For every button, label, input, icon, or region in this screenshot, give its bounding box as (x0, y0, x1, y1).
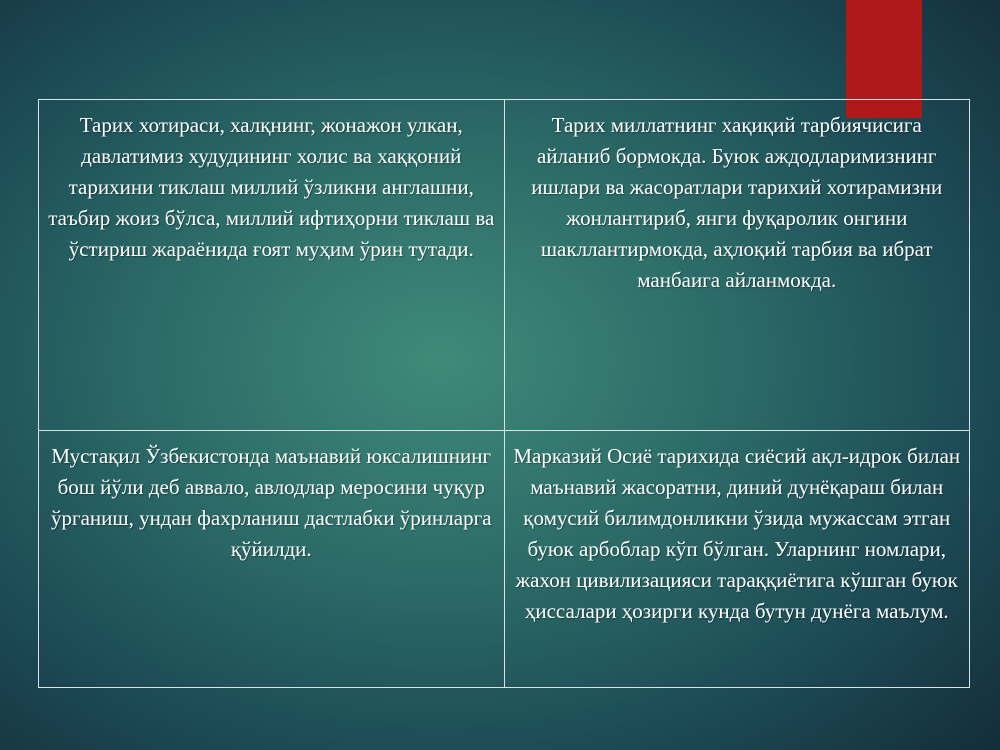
table-row (39, 431, 970, 688)
cell-bottom-right: Марказий Осиё тарихида сиёсий ақл-идрок билан маънавий жасоратни, диний дунёқараш билан қомусий билимдонликни ўзида мужассам этган буюк арбоблар кўп бўлган. Уларнинг номлари, жахон цивилизацияси тараққиётига кўшган буюк ҳиссалари ҳозирги кунда бутун дунёга маълум. (504, 431, 970, 688)
cell-top-right: Тарих миллатнинг хақиқий тарбиячисига айланиб бормокда. Буюк аждодларимизнинг ишлари ва жасоратлари тарихий хотирамизни жонлантириб, янги фуқаролик онгини шакллантирмокда, аҳлоқий тарбия ва ибрат манбаига айланмокда. (504, 100, 970, 431)
table-row (39, 100, 970, 431)
cell-bottom-left: Мустақил Ўзбекистонда маънавий юксалишнинг бош йўли деб аввало, авлодлар меросини чуқур ўрганиш, ундан фахрланиш дастлабки ўринларга қўйилди. (39, 431, 505, 688)
content-table (38, 99, 970, 688)
cell-top-left: Тарих хотираси, халқнинг, жонажон улкан, давлатимиз худудининг холис ва хаққоний тарихини тиклаш миллий ўзликни англашни, таъбир жоиз бўлса, миллий ифтиҳорни тиклаш ва ўстириш жараёнида ғоят муҳим ўрин тутади. (39, 100, 505, 431)
